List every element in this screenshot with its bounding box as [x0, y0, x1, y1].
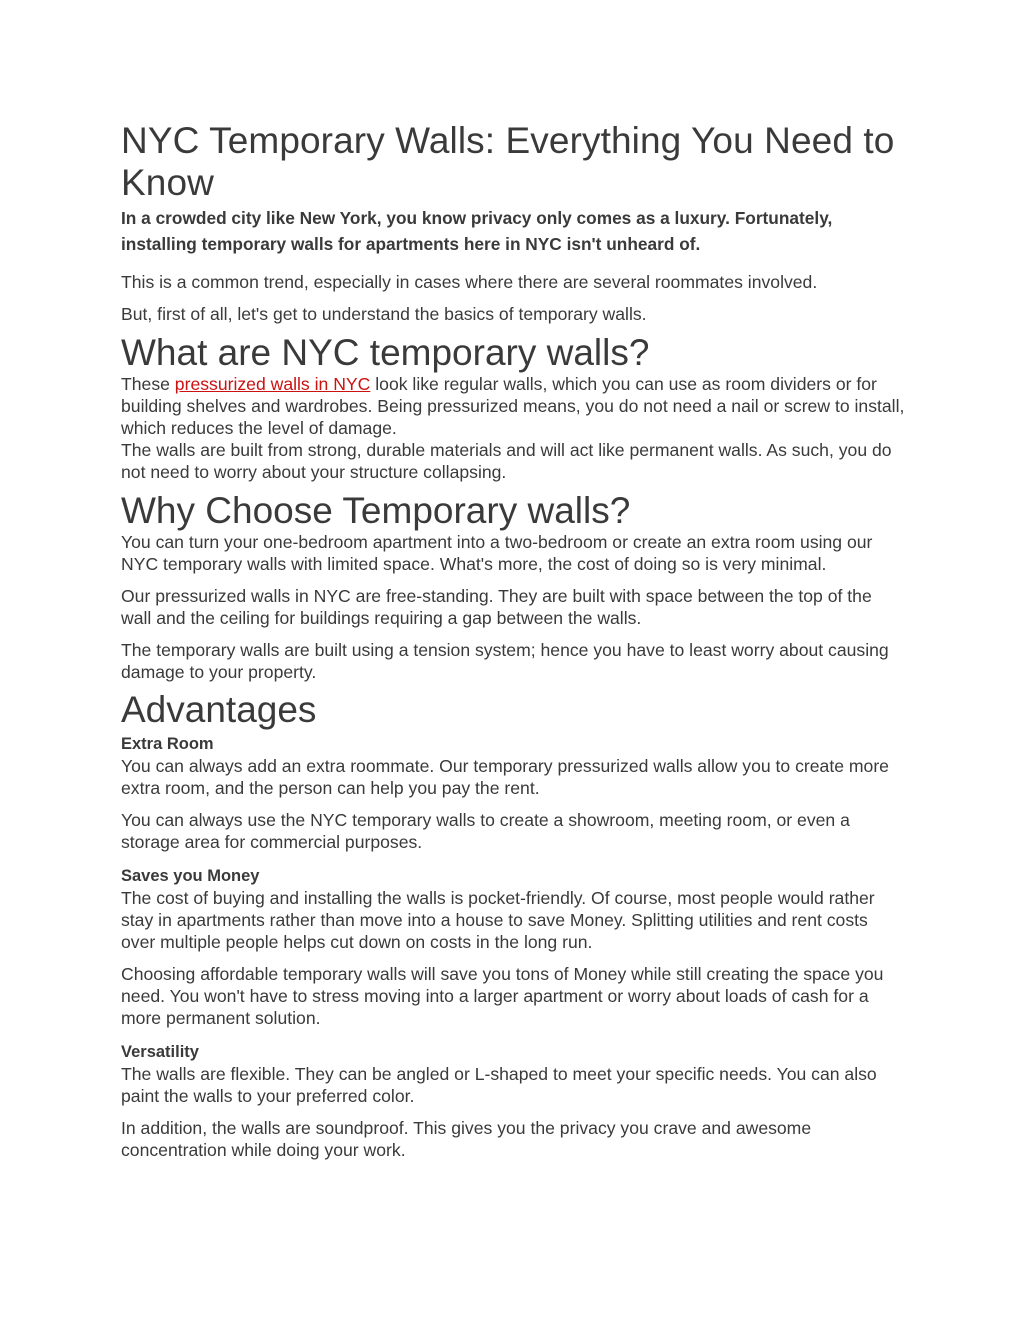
why-paragraph-1: You can turn your one-bedroom apartment into a two-bedroom or create an extra room using our NYC temporary walls with limited space. What's more, the cost of doing so is very minimal.: [121, 532, 873, 574]
versatility-paragraph-1: The walls are flexible. They can be angled or L-shaped to meet your specific needs. You can also paint the walls to your preferred color.: [121, 1064, 877, 1106]
what-paragraph-1: [121, 373, 906, 439]
what-paragraph-2: The walls are built from strong, durable materials and will act like permanent walls. As such, you do not need to worry about your structure collapsing.: [121, 440, 892, 482]
why-paragraph-2: Our pressurized walls in NYC are free-standing. They are built with space between the top of the wall and the ceiling for buildings requiring a gap between the walls.: [121, 586, 872, 628]
extra-room-paragraph-1: You can always add an extra roommate. Our temporary pressurized walls allow you to create more extra room, and the person can help you pay the rent.: [121, 756, 889, 798]
subheading-saves-money: Saves you Money: [121, 867, 260, 885]
intro-paragraph-2: But, first of all, let's get to understand the basics of temporary walls.: [121, 304, 647, 324]
document-title: NYC Temporary Walls: Everything You Need to Know: [121, 120, 895, 203]
money-paragraph-2: Choosing affordable temporary walls will save you tons of Money while still creating the space you need. You won't have to stress moving into a larger apartment or worry about loads of cash for a more permanent solution.: [121, 964, 884, 1028]
versatility-paragraph-2: In addition, the walls are soundproof. This gives you the privacy you crave and awesome concentration while doing your work.: [121, 1118, 812, 1160]
money-paragraph-1: The cost of buying and installing the walls is pocket-friendly. Of course, most people would rather stay in apartments rather than move into a house to save Money. Splitting utilities and rent costs over multiple people helps cut down on costs in the long run.: [121, 888, 875, 952]
why-paragraph-3: The temporary walls are built using a tension system; hence you have to least worry about causing damage to your property.: [121, 640, 889, 682]
section-heading-why: Why Choose Temporary walls?: [121, 490, 631, 531]
what-paragraph-1-start: These: [121, 374, 175, 394]
pressurized-walls-link[interactable]: pressurized walls in NYC: [174, 374, 371, 394]
what-paragraph-1-end: look like regular walls, which you can use as room dividers or for building shelves and wardrobes. Being pressurized means, you do not need a nail or screw to install, which reduces the level of damage.: [121, 374, 905, 438]
subheading-versatility: Versatility: [121, 1043, 199, 1061]
section-heading-what: What are NYC temporary walls?: [121, 332, 650, 373]
intro-paragraph-1: This is a common trend, especially in cases where there are several roommates involved.: [121, 272, 818, 292]
subheading-extra-room: Extra Room: [121, 735, 214, 753]
extra-room-paragraph-2: You can always use the NYC temporary walls to create a showroom, meeting room, or even a storage area for commercial purposes.: [121, 810, 850, 852]
section-heading-advantages: Advantages: [121, 689, 317, 730]
lead-paragraph: In a crowded city like New York, you know privacy only comes as a luxury. Fortunately, installing temporary walls for apartments here in NYC isn't unheard of.: [121, 208, 833, 254]
